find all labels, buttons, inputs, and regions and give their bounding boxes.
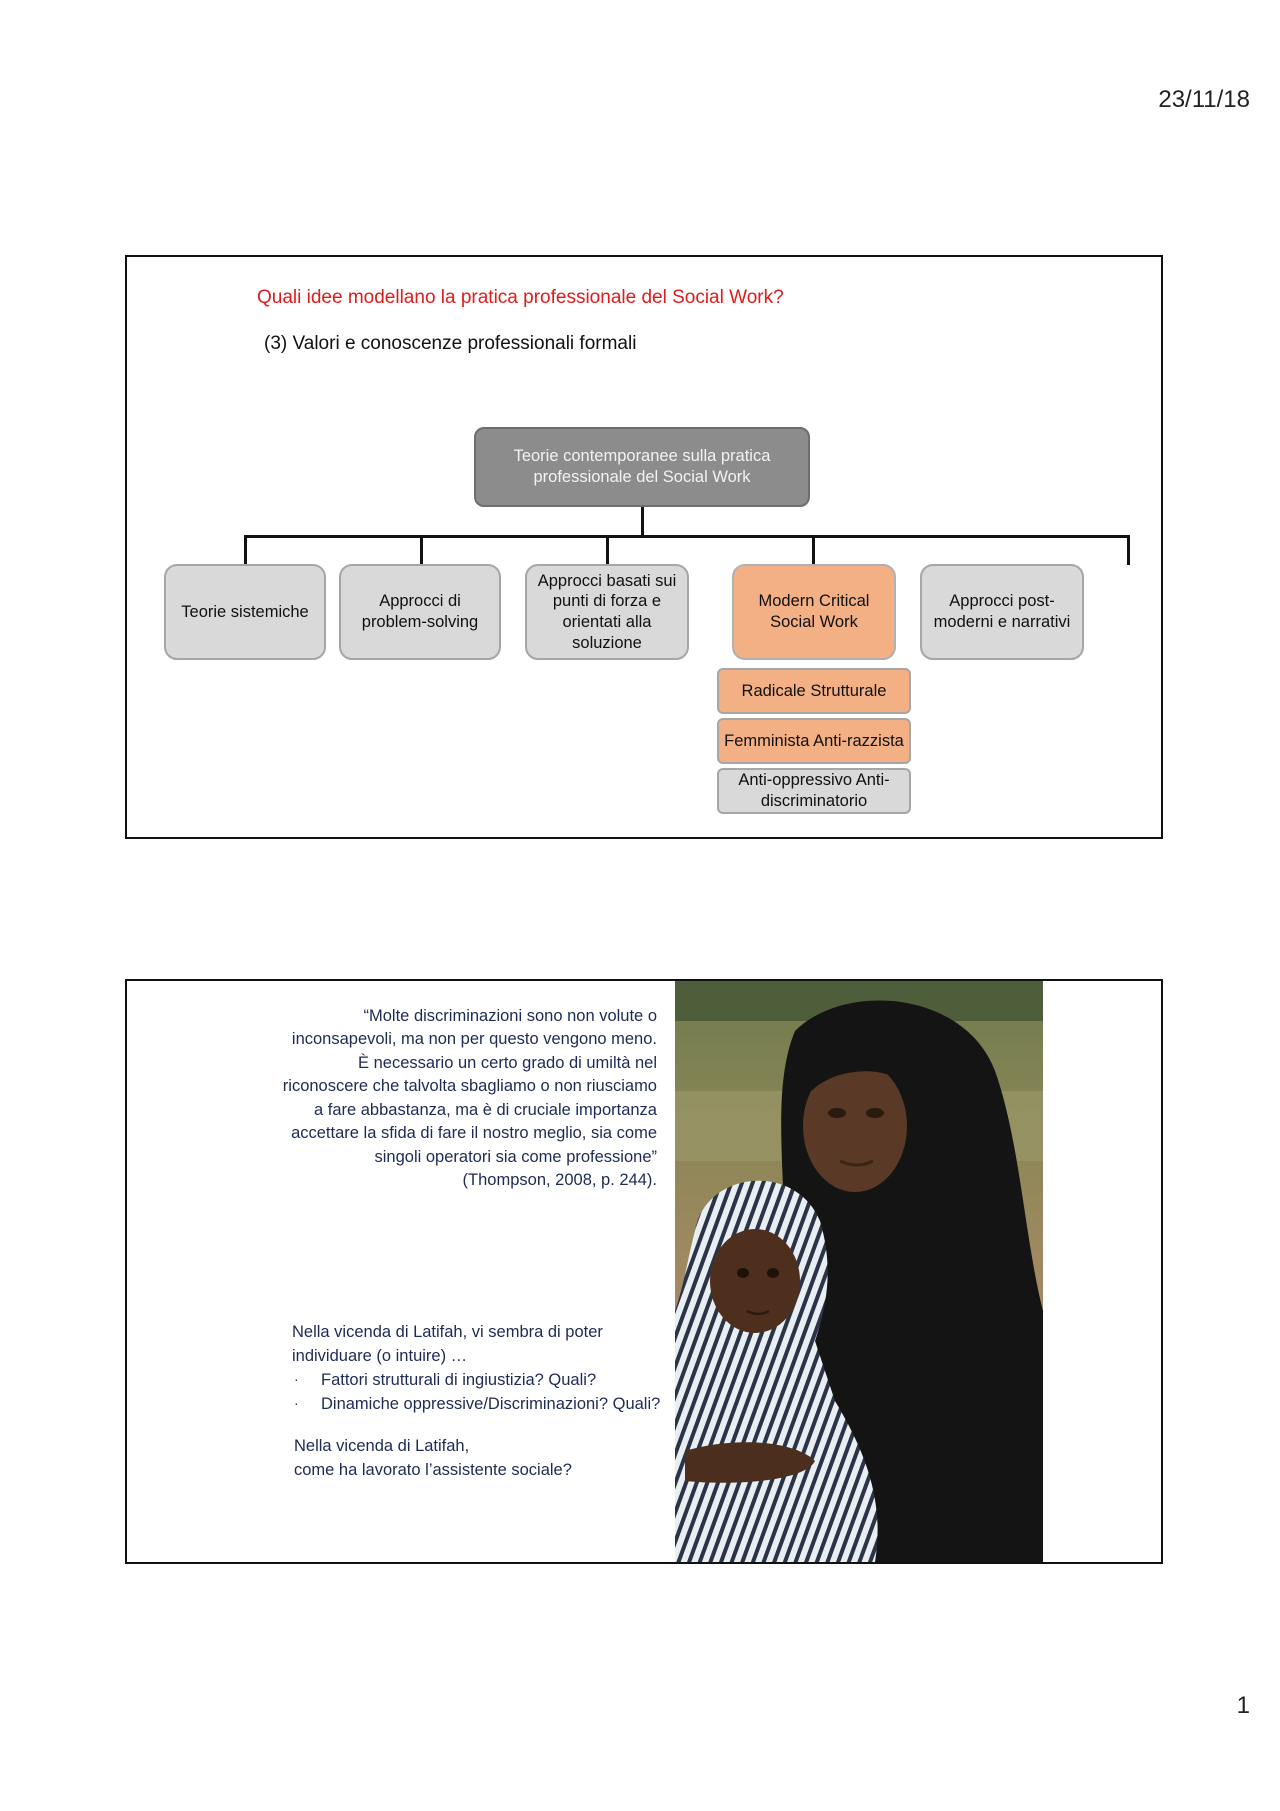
list-item: · Dinamiche oppressive/Discriminazioni? Quali? xyxy=(292,1393,672,1417)
question-2-line2: come ha lavorato l’assistente sociale? xyxy=(294,1460,572,1479)
page-date: 23/11/18 xyxy=(1158,86,1250,113)
connector-root-down xyxy=(641,506,644,536)
slide-title: Quali idee modellano la pratica professionale del Social Work? xyxy=(257,287,784,308)
connector-branch-2 xyxy=(420,535,423,565)
diagram-node-punti-di-forza: Approcci basati sui punti di forza e orientati alla soluzione xyxy=(525,564,689,660)
photo-woman-with-child xyxy=(675,981,1043,1562)
page-number: 1 xyxy=(1236,1692,1250,1719)
diagram-node-post-moderni: Approcci post-moderni e narrativi xyxy=(920,564,1084,660)
connector-branch-5 xyxy=(1127,535,1130,565)
diagram-subnode-femminista: Femminista Anti-razzista xyxy=(717,718,911,764)
list-item: · Fattori strutturali di ingiustizia? Quali? xyxy=(292,1369,672,1393)
quote-citation: (Thompson, 2008, p. 244). xyxy=(462,1170,657,1189)
connector-branch-4 xyxy=(812,535,815,565)
slide-1 xyxy=(125,255,1163,839)
question-intro: Nella vicenda di Latifah, vi sembra di poter individuare (o intuire) … xyxy=(292,1323,603,1365)
question-2 xyxy=(292,1435,672,1483)
question-2-line1: Nella vicenda di Latifah, xyxy=(294,1436,470,1455)
diagram-root-node: Teorie contemporanee sulla pratica professionale del Social Work xyxy=(474,427,810,507)
discussion-questions xyxy=(292,1321,672,1483)
quote-block xyxy=(277,1005,657,1192)
diagram-subnode-radicale: Radicale Strutturale xyxy=(717,668,911,714)
diagram-node-teorie-sistemiche: Teorie sistemiche xyxy=(164,564,326,660)
quote-text: “Molte discriminazioni sono non volute o inconsapevoli, ma non per questo vengono meno. È necessario un certo grado di umiltà nel riconoscere che talvolta sbagliamo o non riusciamo a fare abbastanza, ma è di cruciale importanza accettare la sfida di fare il nostro meglio, sia come singoli operatori sia come professione” xyxy=(282,1007,657,1166)
question-list xyxy=(292,1369,672,1417)
slide-subtitle: (3) Valori e conoscenze professionali formali xyxy=(264,333,637,354)
diagram-subnode-anti-oppressivo: Anti-oppressivo Anti-discriminatorio xyxy=(717,768,911,814)
connector-branch-3 xyxy=(606,535,609,565)
connector-branch-1 xyxy=(244,535,247,565)
diagram-node-modern-critical: Modern Critical Social Work xyxy=(732,564,896,660)
diagram-node-problem-solving: Approcci di problem-solving xyxy=(339,564,501,660)
slide-2 xyxy=(125,979,1163,1564)
connector-horizontal xyxy=(244,535,1130,538)
